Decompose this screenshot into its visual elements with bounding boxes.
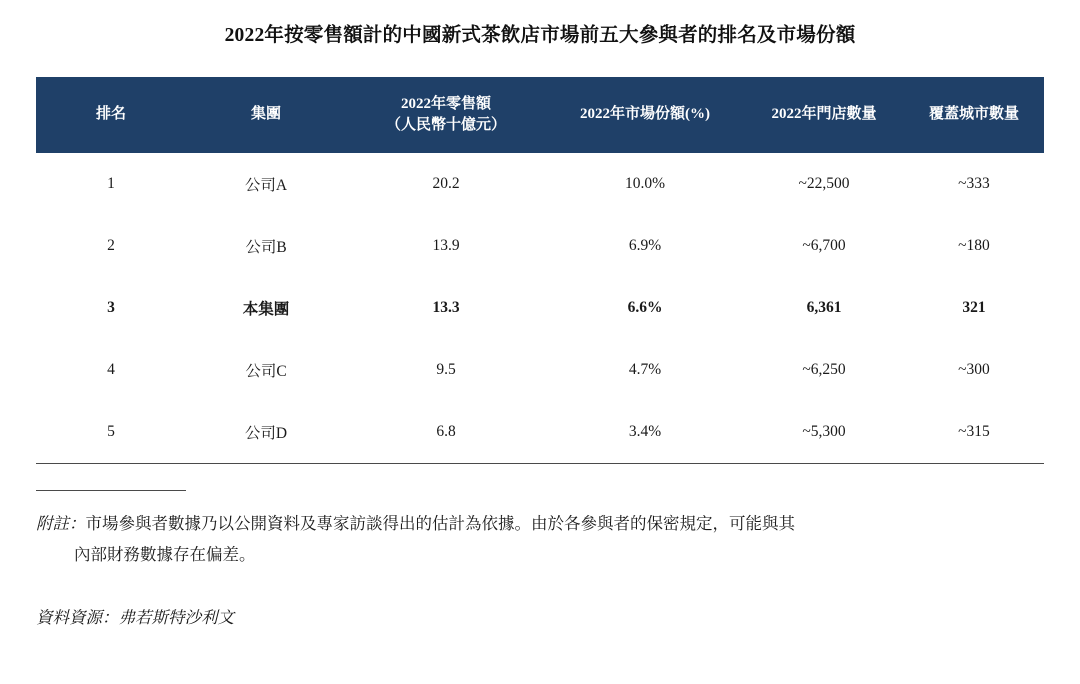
table-row xyxy=(36,153,1044,215)
cell-group: 公司D xyxy=(186,401,346,464)
column-header-rank-line1: 排名 xyxy=(95,106,126,123)
cell-store-count: ~6,250 xyxy=(802,361,846,379)
cell-group: 公司C xyxy=(245,363,287,381)
cell-rank: 1 xyxy=(107,175,115,193)
table-row-highlighted xyxy=(36,277,1044,339)
cell-market-share: 3.4% xyxy=(546,401,744,464)
table-header xyxy=(36,77,1044,153)
cell-market-share: 6.9% xyxy=(628,237,662,255)
cell-rank: 2 xyxy=(107,237,115,255)
column-header-retail-sales-line1: 2022年零售額 xyxy=(400,95,491,112)
cell-market-share: 10.0% xyxy=(624,175,666,193)
table-body xyxy=(36,153,1044,464)
table-header-row xyxy=(36,77,1044,153)
cell-rank: 4 xyxy=(107,361,115,379)
footnote-line xyxy=(36,509,1044,540)
cell-retail-sales: 20.2 xyxy=(432,175,460,193)
cell-city-coverage: ~315 xyxy=(904,401,1044,464)
column-header-group xyxy=(186,77,346,153)
footnote-label: 附註： xyxy=(36,514,86,534)
column-header-rank xyxy=(36,77,186,153)
footnote-divider xyxy=(36,490,186,491)
column-header-city-coverage-line1: 覆蓋城市數量 xyxy=(928,106,1019,123)
footnote-body xyxy=(86,509,1045,540)
footnote-text-line1: 市場參與者數據乃以公開資料及專家訪談得出的估計為依據。由於各參與者的保密規定，可能與其 xyxy=(85,514,795,534)
cell-market-share: 6.6% xyxy=(627,299,663,317)
cell-rank: 3 xyxy=(107,299,115,317)
cell-group: 公司A xyxy=(244,177,288,195)
column-header-retail-sales-line2: （人民幣十億元） xyxy=(385,117,506,134)
cell-city-coverage: ~333 xyxy=(958,175,990,193)
market-share-table-wrapper xyxy=(36,77,1044,464)
cell-store-count: 6,361 xyxy=(806,299,842,317)
source-line: 資料資源：弗若斯特沙利文 xyxy=(36,608,234,628)
cell-market-share: 4.7% xyxy=(628,361,662,379)
footnote-text-line2: 內部財務數據存在偏差。 xyxy=(74,544,256,564)
column-header-group-line1: 集團 xyxy=(250,106,281,123)
cell-city-coverage: ~180 xyxy=(958,237,990,255)
table-row xyxy=(36,401,1044,464)
cell-city-coverage: 321 xyxy=(962,299,986,317)
cell-store-count: ~6,700 xyxy=(802,237,846,255)
cell-store-count: ~22,500 xyxy=(798,175,850,193)
cell-retail-sales: 6.8 xyxy=(346,401,546,464)
footnote-line-continued xyxy=(74,540,1044,571)
cell-group: 本集團 xyxy=(242,301,290,319)
page-title: 2022年按零售額計的中國新式茶飲店市場前五大參與者的排名及市場份額 xyxy=(224,25,856,46)
cell-store-count: ~5,300 xyxy=(744,401,904,464)
table-row xyxy=(36,339,1044,401)
column-header-retail-sales xyxy=(346,77,546,153)
market-share-table xyxy=(36,77,1044,464)
cell-retail-sales: 13.9 xyxy=(432,237,460,255)
column-header-market-share-line1: 2022年市場份額(%) xyxy=(580,106,710,123)
cell-group: 公司B xyxy=(245,239,287,257)
cell-city-coverage: ~300 xyxy=(958,361,990,379)
footnote-block xyxy=(36,490,1044,570)
cell-retail-sales: 13.3 xyxy=(432,299,460,317)
column-header-city-coverage xyxy=(904,77,1044,153)
column-header-store-count xyxy=(744,77,904,153)
table-row xyxy=(36,215,1044,277)
cell-retail-sales: 9.5 xyxy=(436,361,456,379)
cell-rank: 5 xyxy=(36,401,186,464)
column-header-store-count-line1: 2022年門店數量 xyxy=(771,106,877,123)
column-header-market-share xyxy=(546,77,744,153)
